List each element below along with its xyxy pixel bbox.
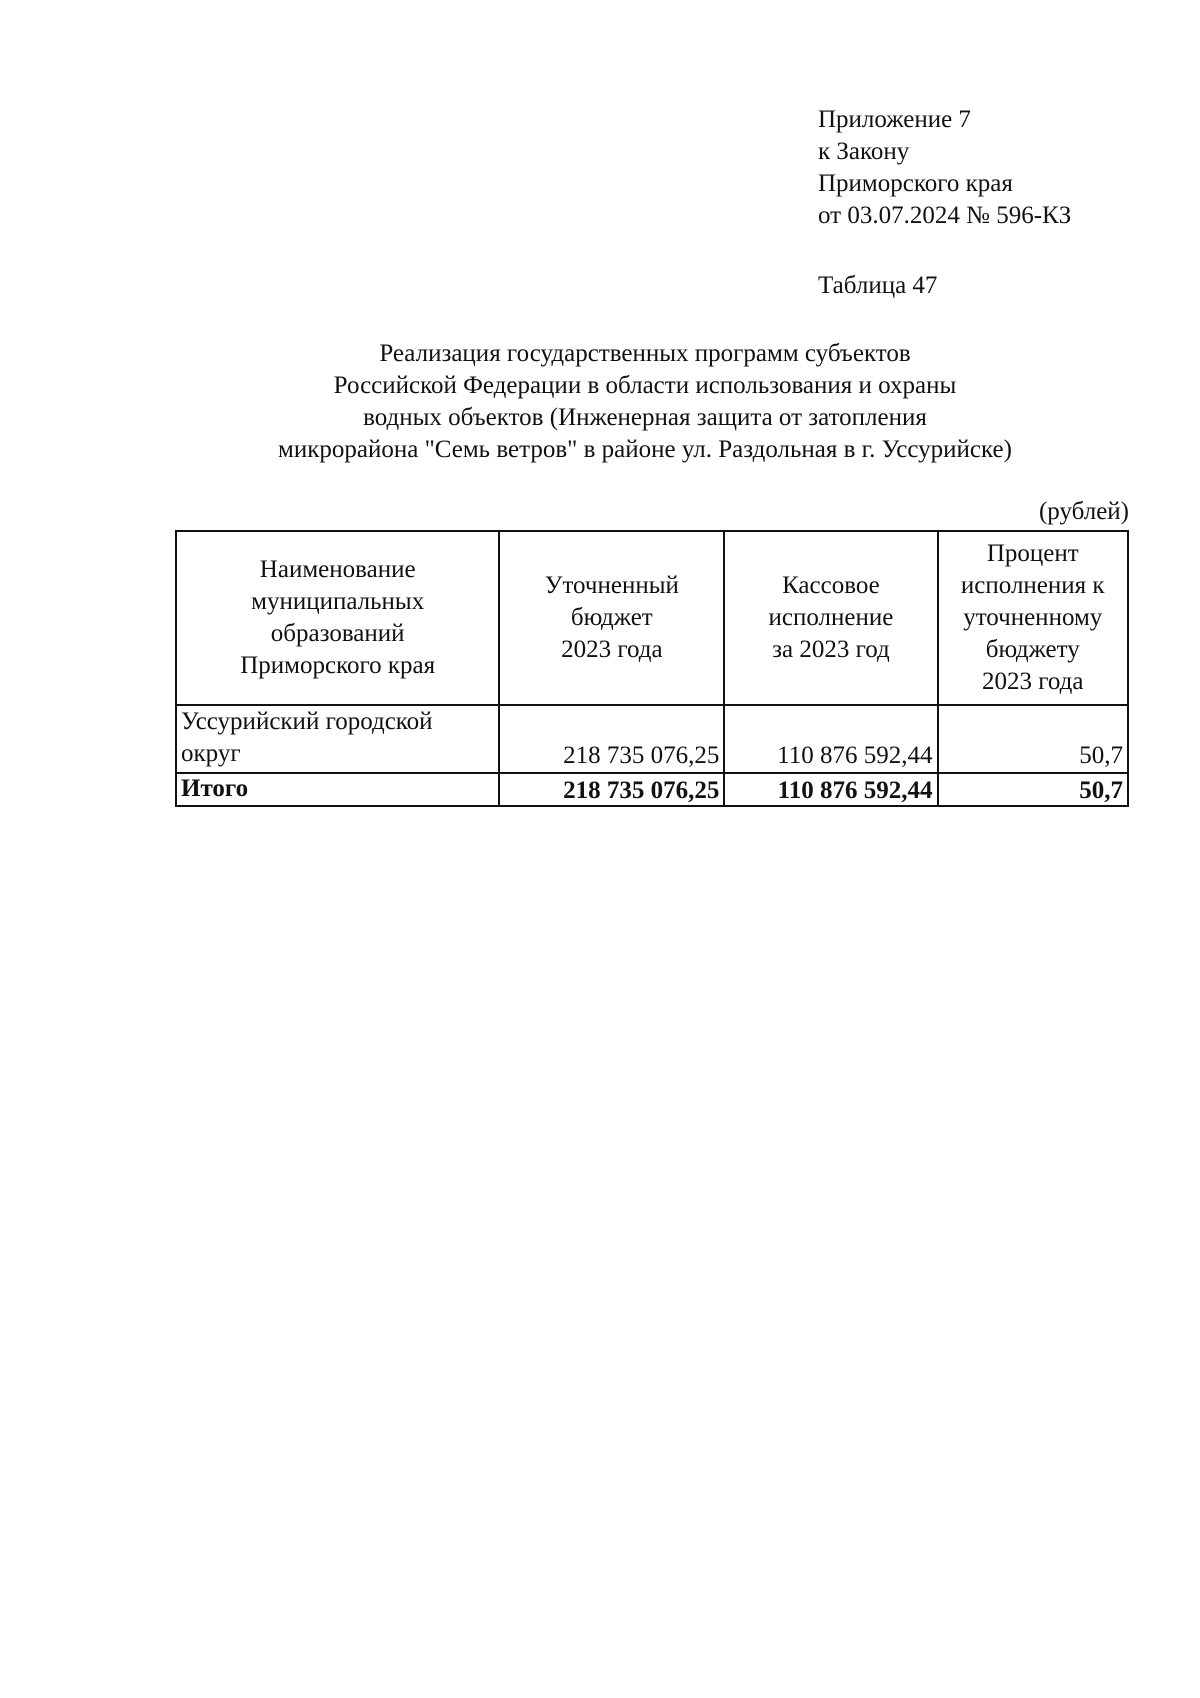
header-budget	[499, 531, 724, 705]
table-row	[176, 705, 1128, 773]
header-line: 2023 года	[982, 668, 1084, 695]
header-line: Процент	[986, 540, 1079, 567]
header-line: исполнение	[768, 604, 894, 631]
header-line: образований	[270, 620, 405, 647]
units-label: (рублей)	[1038, 498, 1129, 525]
title-line: Реализация государственных программ субъектов	[379, 340, 911, 367]
title-line: водных объектов (Инженерная защита от затопления	[363, 404, 927, 431]
header-line: бюджет	[570, 604, 653, 631]
cell-budget: 218 735 076,25	[499, 705, 724, 773]
table-header-row	[176, 531, 1128, 705]
cell-line: округ	[181, 740, 241, 767]
header-line: за 2023 год	[772, 636, 890, 663]
attachment-line: Приложение 7	[818, 106, 971, 133]
header-line: Кассовое	[782, 572, 880, 599]
header-line: исполнения к	[960, 572, 1105, 599]
header-line: Наименование	[259, 556, 416, 583]
cell-execution: 110 876 592,44	[724, 705, 937, 773]
header-percent	[938, 531, 1129, 705]
header-execution	[724, 531, 937, 705]
report-table	[175, 530, 1129, 807]
cell-line: Уссурийский городской	[181, 708, 433, 735]
total-budget: 218 735 076,25	[499, 773, 724, 806]
document-title	[175, 338, 1115, 466]
attachment-block	[818, 104, 1071, 232]
total-execution: 110 876 592,44	[724, 773, 937, 806]
header-line: Приморского края	[240, 652, 436, 679]
total-row	[176, 773, 1128, 806]
cell-percent: 50,7	[938, 705, 1129, 773]
header-line: 2023 года	[561, 636, 663, 663]
attachment-line: к Закону	[818, 138, 910, 165]
header-line: Уточненный	[544, 572, 679, 599]
attachment-line: от 03.07.2024 № 596-КЗ	[818, 202, 1072, 229]
header-line: муниципальных	[251, 588, 425, 615]
total-percent: 50,7	[938, 773, 1129, 806]
cell-municipality	[176, 705, 499, 773]
table-number: Таблица 47	[818, 272, 938, 299]
title-line: микрорайона "Семь ветров" в районе ул. Раздольная в г. Уссурийске)	[278, 436, 1012, 463]
header-line: бюджету	[985, 636, 1080, 663]
attachment-line: Приморского края	[818, 170, 1013, 197]
header-line: уточненному	[963, 604, 1103, 631]
header-municipality	[176, 531, 499, 705]
title-line: Российской Федерации в области использования и охраны	[333, 372, 957, 399]
total-label: Итого	[176, 773, 499, 806]
